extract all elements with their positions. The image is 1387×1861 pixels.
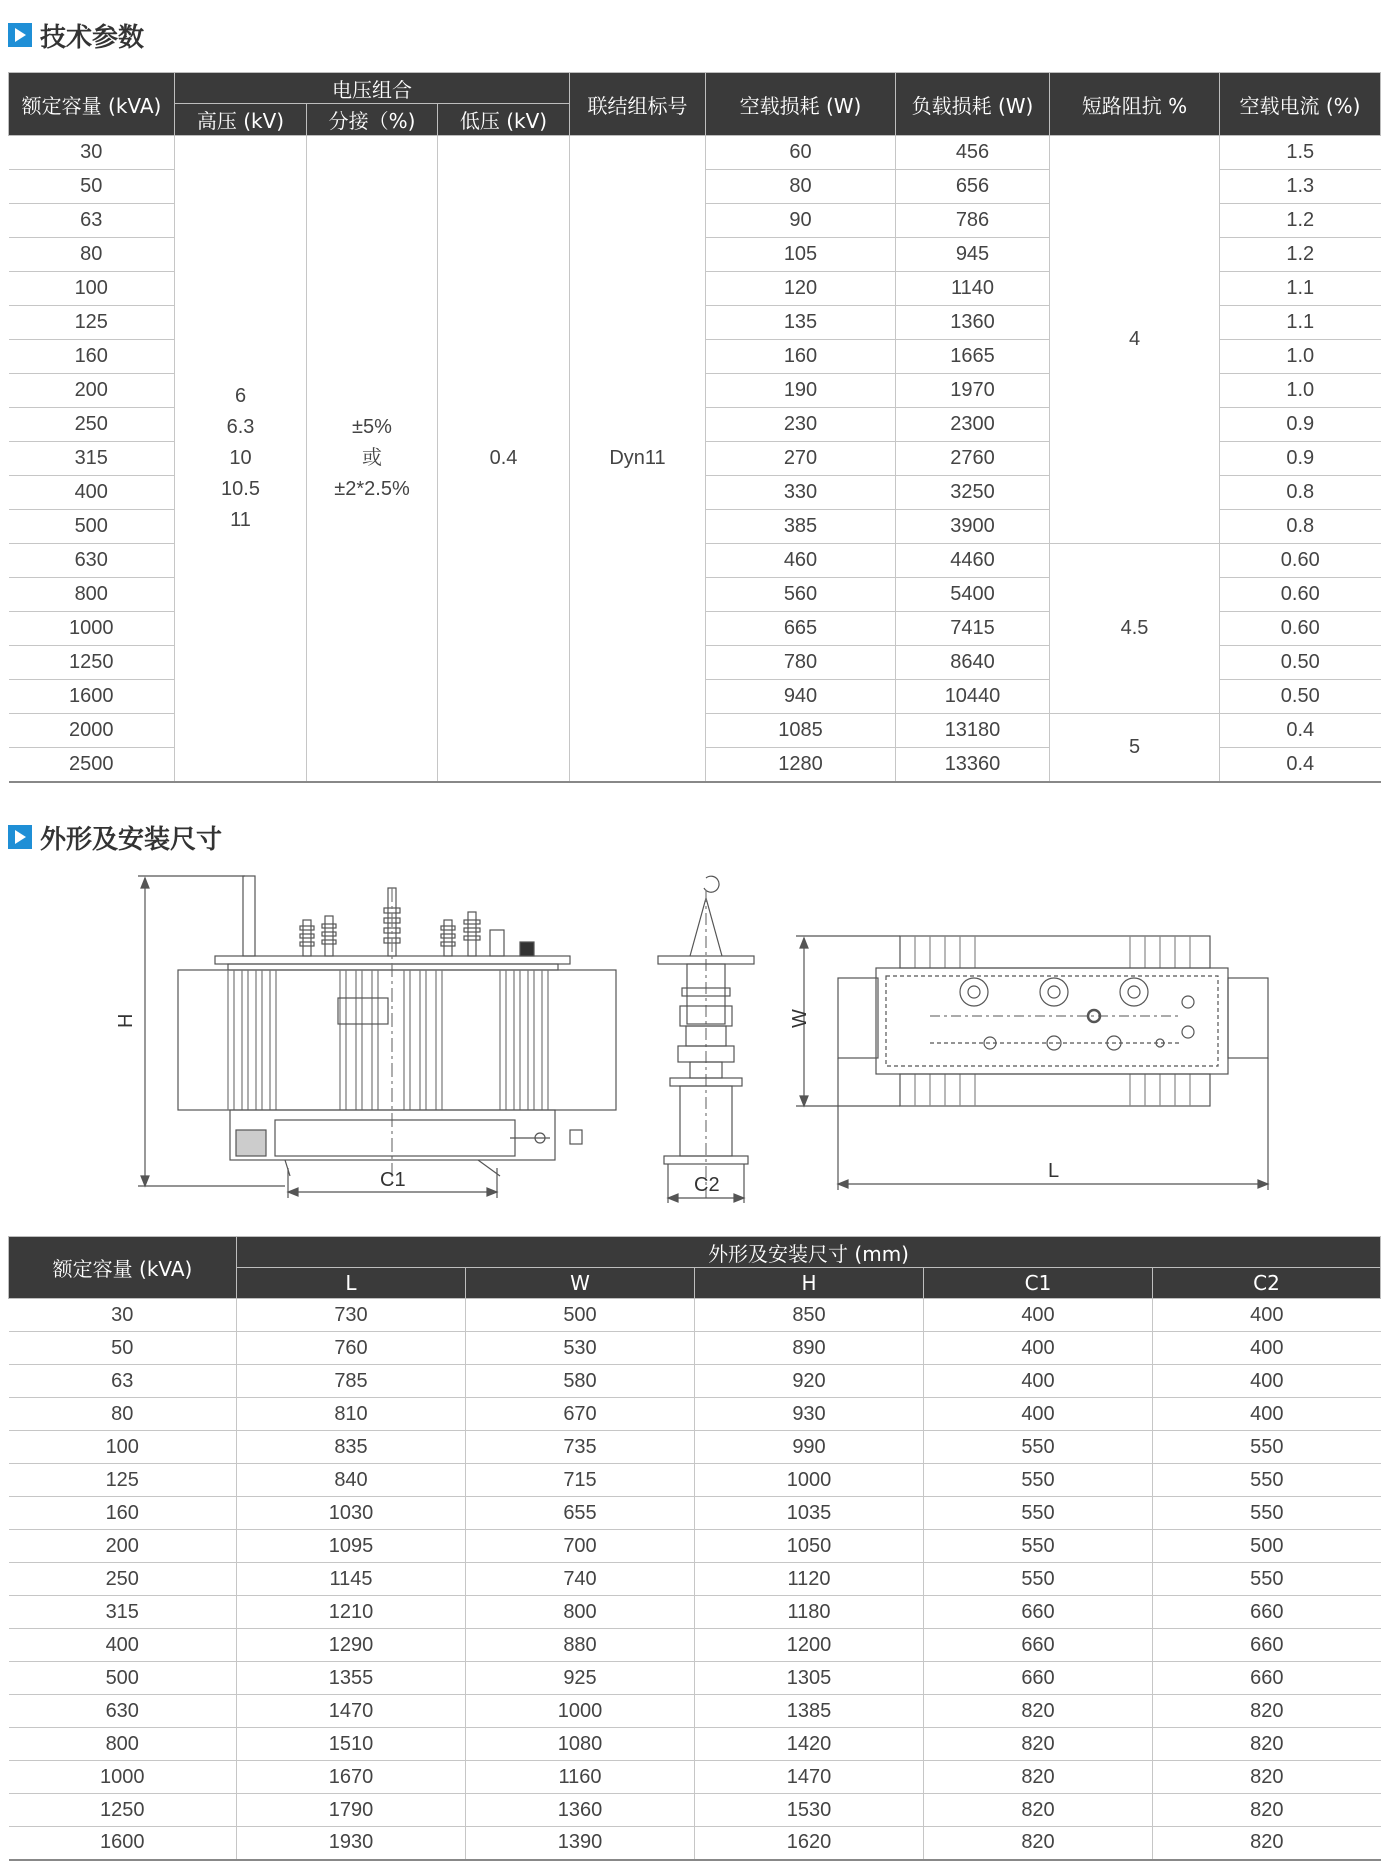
play-triangle-icon (8, 825, 32, 849)
capacity-cell: 63 (9, 204, 175, 238)
width-cell: 800 (466, 1596, 695, 1629)
hv-value: 10 (229, 446, 252, 469)
width-cell: 1160 (466, 1761, 695, 1794)
header-l: L (237, 1268, 466, 1299)
tap-cell (307, 136, 438, 782)
c2-cell: 400 (1153, 1332, 1381, 1365)
length-cell: 1355 (237, 1662, 466, 1695)
height-cell: 1180 (695, 1596, 924, 1629)
c2-cell: 400 (1153, 1299, 1381, 1332)
noload-loss-cell: 190 (706, 374, 896, 408)
hv-value: 11 (230, 508, 251, 531)
width-cell: 1000 (466, 1695, 695, 1728)
load-loss-cell: 7415 (896, 612, 1050, 646)
height-cell: 1000 (695, 1464, 924, 1497)
table-row (9, 1431, 1381, 1464)
load-loss-cell: 8640 (896, 646, 1050, 680)
noload-current-cell: 0.60 (1220, 612, 1381, 646)
height-cell: 1385 (695, 1695, 924, 1728)
table-row (9, 1761, 1381, 1794)
length-cell: 1670 (237, 1761, 466, 1794)
height-cell: 1200 (695, 1629, 924, 1662)
play-triangle-icon (8, 23, 32, 47)
length-cell: 1470 (237, 1695, 466, 1728)
noload-current-cell: 0.9 (1220, 408, 1381, 442)
height-cell: 1120 (695, 1563, 924, 1596)
capacity-cell: 30 (9, 136, 175, 170)
noload-loss-cell: 780 (706, 646, 896, 680)
length-cell: 1510 (237, 1728, 466, 1761)
width-cell: 735 (466, 1431, 695, 1464)
noload-current-cell: 0.50 (1220, 680, 1381, 714)
capacity-cell: 630 (9, 1695, 237, 1728)
header-capacity: 额定容量 (kVA) (9, 73, 175, 136)
table-row (9, 1629, 1381, 1662)
capacity-cell: 400 (9, 1629, 237, 1662)
load-loss-cell: 4460 (896, 544, 1050, 578)
height-cell: 1420 (695, 1728, 924, 1761)
section-title-tech-params (8, 18, 144, 52)
tap-value: ±2*2.5% (334, 477, 410, 500)
width-cell: 1390 (466, 1827, 695, 1860)
capacity-cell: 50 (9, 170, 175, 204)
c2-cell: 550 (1153, 1563, 1381, 1596)
height-cell: 920 (695, 1365, 924, 1398)
height-cell: 930 (695, 1398, 924, 1431)
c1-cell: 550 (924, 1464, 1153, 1497)
hv-value: 6.3 (226, 415, 255, 438)
table-row (9, 136, 1381, 170)
capacity-cell: 800 (9, 578, 175, 612)
table-row (9, 1497, 1381, 1530)
c2-cell: 550 (1153, 1431, 1381, 1464)
capacity-cell: 80 (9, 1398, 237, 1431)
c2-cell: 820 (1153, 1728, 1381, 1761)
capacity-cell: 315 (9, 442, 175, 476)
noload-current-cell: 1.1 (1220, 272, 1381, 306)
noload-loss-cell: 135 (706, 306, 896, 340)
header-voltage-group: 电压组合 (175, 73, 570, 104)
c1-cell: 550 (924, 1497, 1153, 1530)
capacity-cell: 125 (9, 306, 175, 340)
noload-loss-cell: 90 (706, 204, 896, 238)
header-capacity: 额定容量 (kVA) (9, 1237, 237, 1299)
capacity-cell: 63 (9, 1365, 237, 1398)
header-noload-loss: 空载损耗 (W) (706, 73, 896, 136)
header-lv: 低压 (kV) (438, 104, 570, 136)
load-loss-cell: 2300 (896, 408, 1050, 442)
length-cell: 1290 (237, 1629, 466, 1662)
table-row (9, 1827, 1381, 1860)
noload-current-cell: 0.4 (1220, 748, 1381, 782)
header-w: W (466, 1268, 695, 1299)
noload-current-cell: 0.8 (1220, 510, 1381, 544)
load-loss-cell: 10440 (896, 680, 1050, 714)
load-loss-cell: 13360 (896, 748, 1050, 782)
length-cell: 730 (237, 1299, 466, 1332)
dim-label-w: W (789, 1009, 811, 1028)
section-title-dimensions (8, 820, 222, 854)
capacity-cell: 1600 (9, 680, 175, 714)
header-c2: C2 (1153, 1268, 1381, 1299)
header-hv: 高压 (kV) (175, 104, 307, 136)
noload-loss-cell: 560 (706, 578, 896, 612)
hv-value: 10.5 (221, 477, 260, 500)
c1-cell: 400 (924, 1398, 1153, 1431)
length-cell: 810 (237, 1398, 466, 1431)
vector-group-cell: Dyn11 (570, 136, 706, 782)
capacity-cell: 400 (9, 476, 175, 510)
noload-current-cell: 0.60 (1220, 578, 1381, 612)
impedance-cell: 4 (1050, 136, 1220, 544)
table-row (9, 1299, 1381, 1332)
c1-cell: 400 (924, 1299, 1153, 1332)
capacity-cell: 800 (9, 1728, 237, 1761)
side-view-drawing (658, 876, 754, 1203)
capacity-cell: 630 (9, 544, 175, 578)
length-cell: 1030 (237, 1497, 466, 1530)
c1-cell: 660 (924, 1596, 1153, 1629)
capacity-cell: 1000 (9, 612, 175, 646)
capacity-cell: 1250 (9, 1794, 237, 1827)
capacity-cell: 500 (9, 510, 175, 544)
capacity-cell: 250 (9, 408, 175, 442)
capacity-cell: 160 (9, 1497, 237, 1530)
height-cell: 1470 (695, 1761, 924, 1794)
c2-cell: 660 (1153, 1662, 1381, 1695)
dim-label-l: L (1048, 1160, 1060, 1182)
load-loss-cell: 786 (896, 204, 1050, 238)
load-loss-cell: 13180 (896, 714, 1050, 748)
dimensions-table (8, 1236, 1381, 1861)
c1-cell: 820 (924, 1827, 1153, 1860)
noload-loss-cell: 1085 (706, 714, 896, 748)
header-dimension-group: 外形及安装尺寸 (mm) (237, 1237, 1381, 1268)
header-h: H (695, 1268, 924, 1299)
width-cell: 1360 (466, 1794, 695, 1827)
noload-current-cell: 1.0 (1220, 340, 1381, 374)
table-row (9, 1365, 1381, 1398)
noload-loss-cell: 160 (706, 340, 896, 374)
noload-loss-cell: 665 (706, 612, 896, 646)
dim-label-c2: C2 (694, 1174, 720, 1196)
height-cell: 1620 (695, 1827, 924, 1860)
height-cell: 1035 (695, 1497, 924, 1530)
table-row (9, 1464, 1381, 1497)
c2-cell: 820 (1153, 1794, 1381, 1827)
noload-current-cell: 0.50 (1220, 646, 1381, 680)
top-view-drawing (789, 936, 1268, 1190)
noload-loss-cell: 270 (706, 442, 896, 476)
load-loss-cell: 656 (896, 170, 1050, 204)
load-loss-cell: 1665 (896, 340, 1050, 374)
section-title-text: 技术参数 (40, 22, 145, 53)
capacity-cell: 200 (9, 1530, 237, 1563)
impedance-cell: 4.5 (1050, 544, 1220, 714)
width-cell: 700 (466, 1530, 695, 1563)
table-row (9, 1563, 1381, 1596)
height-cell: 890 (695, 1332, 924, 1365)
width-cell: 500 (466, 1299, 695, 1332)
c2-cell: 820 (1153, 1827, 1381, 1860)
length-cell: 1095 (237, 1530, 466, 1563)
capacity-cell: 100 (9, 1431, 237, 1464)
load-loss-cell: 456 (896, 136, 1050, 170)
noload-current-cell: 1.0 (1220, 374, 1381, 408)
dim-label-h: H (115, 1013, 137, 1028)
capacity-cell: 200 (9, 374, 175, 408)
header-tap: 分接（%) (307, 104, 438, 136)
capacity-cell: 2000 (9, 714, 175, 748)
length-cell: 840 (237, 1464, 466, 1497)
load-loss-cell: 1140 (896, 272, 1050, 306)
capacity-cell: 1000 (9, 1761, 237, 1794)
c1-cell: 550 (924, 1563, 1153, 1596)
c2-cell: 400 (1153, 1398, 1381, 1431)
table-row (9, 1398, 1381, 1431)
width-cell: 530 (466, 1332, 695, 1365)
tap-value: ±5% (352, 415, 392, 438)
table-row (9, 1695, 1381, 1728)
capacity-cell: 315 (9, 1596, 237, 1629)
noload-loss-cell: 80 (706, 170, 896, 204)
length-cell: 785 (237, 1365, 466, 1398)
noload-loss-cell: 330 (706, 476, 896, 510)
c1-cell: 400 (924, 1332, 1153, 1365)
tech-params-table (8, 72, 1381, 783)
length-cell: 1210 (237, 1596, 466, 1629)
tap-value: 或 (362, 446, 382, 469)
noload-current-cell: 0.8 (1220, 476, 1381, 510)
c1-cell: 820 (924, 1728, 1153, 1761)
front-view-drawing (115, 876, 616, 1198)
hv-value: 6 (234, 384, 247, 407)
noload-loss-cell: 120 (706, 272, 896, 306)
capacity-cell: 30 (9, 1299, 237, 1332)
hv-cell (175, 136, 307, 782)
load-loss-cell: 3900 (896, 510, 1050, 544)
c1-cell: 820 (924, 1695, 1153, 1728)
width-cell: 925 (466, 1662, 695, 1695)
capacity-cell: 100 (9, 272, 175, 306)
noload-current-cell: 1.3 (1220, 170, 1381, 204)
noload-loss-cell: 230 (706, 408, 896, 442)
height-cell: 1050 (695, 1530, 924, 1563)
height-cell: 1305 (695, 1662, 924, 1695)
section-title-text: 外形及安装尺寸 (40, 824, 223, 855)
capacity-cell: 1600 (9, 1827, 237, 1860)
width-cell: 670 (466, 1398, 695, 1431)
capacity-cell: 160 (9, 340, 175, 374)
width-cell: 715 (466, 1464, 695, 1497)
c2-cell: 500 (1153, 1530, 1381, 1563)
lv-cell: 0.4 (438, 136, 570, 782)
load-loss-cell: 3250 (896, 476, 1050, 510)
table-row (9, 1332, 1381, 1365)
load-loss-cell: 1970 (896, 374, 1050, 408)
c1-cell: 660 (924, 1662, 1153, 1695)
c1-cell: 400 (924, 1365, 1153, 1398)
capacity-cell: 500 (9, 1662, 237, 1695)
noload-loss-cell: 1280 (706, 748, 896, 782)
noload-current-cell: 1.2 (1220, 238, 1381, 272)
load-loss-cell: 1360 (896, 306, 1050, 340)
noload-loss-cell: 460 (706, 544, 896, 578)
c1-cell: 660 (924, 1629, 1153, 1662)
c1-cell: 820 (924, 1794, 1153, 1827)
noload-loss-cell: 940 (706, 680, 896, 714)
capacity-cell: 2500 (9, 748, 175, 782)
noload-loss-cell: 385 (706, 510, 896, 544)
noload-current-cell: 0.60 (1220, 544, 1381, 578)
c2-cell: 400 (1153, 1365, 1381, 1398)
header-noload-current: 空载电流 (%) (1220, 73, 1381, 136)
header-impedance: 短路阻抗 % (1050, 73, 1220, 136)
width-cell: 580 (466, 1365, 695, 1398)
length-cell: 1930 (237, 1827, 466, 1860)
dim-label-c1: C1 (380, 1169, 406, 1191)
c2-cell: 550 (1153, 1464, 1381, 1497)
noload-current-cell: 0.4 (1220, 714, 1381, 748)
noload-current-cell: 1.2 (1220, 204, 1381, 238)
c2-cell: 550 (1153, 1497, 1381, 1530)
transformer-outline-diagram (0, 868, 1387, 1218)
capacity-cell: 1250 (9, 646, 175, 680)
height-cell: 1530 (695, 1794, 924, 1827)
table-row (9, 1794, 1381, 1827)
length-cell: 1145 (237, 1563, 466, 1596)
length-cell: 835 (237, 1431, 466, 1464)
width-cell: 880 (466, 1629, 695, 1662)
table-row (9, 1662, 1381, 1695)
capacity-cell: 250 (9, 1563, 237, 1596)
load-loss-cell: 2760 (896, 442, 1050, 476)
noload-loss-cell: 105 (706, 238, 896, 272)
table-row (9, 1530, 1381, 1563)
impedance-cell: 5 (1050, 714, 1220, 782)
table-row (9, 1596, 1381, 1629)
c2-cell: 660 (1153, 1629, 1381, 1662)
noload-loss-cell: 60 (706, 136, 896, 170)
noload-current-cell: 0.9 (1220, 442, 1381, 476)
length-cell: 760 (237, 1332, 466, 1365)
width-cell: 740 (466, 1563, 695, 1596)
header-vector-group: 联结组标号 (570, 73, 706, 136)
noload-current-cell: 1.5 (1220, 136, 1381, 170)
width-cell: 655 (466, 1497, 695, 1530)
c2-cell: 820 (1153, 1695, 1381, 1728)
noload-current-cell: 1.1 (1220, 306, 1381, 340)
height-cell: 990 (695, 1431, 924, 1464)
c1-cell: 550 (924, 1431, 1153, 1464)
c1-cell: 820 (924, 1761, 1153, 1794)
c1-cell: 550 (924, 1530, 1153, 1563)
capacity-cell: 50 (9, 1332, 237, 1365)
width-cell: 1080 (466, 1728, 695, 1761)
table-row (9, 1728, 1381, 1761)
capacity-cell: 125 (9, 1464, 237, 1497)
c2-cell: 660 (1153, 1596, 1381, 1629)
capacity-cell: 80 (9, 238, 175, 272)
height-cell: 850 (695, 1299, 924, 1332)
header-load-loss: 负载损耗 (W) (896, 73, 1050, 136)
header-c1: C1 (924, 1268, 1153, 1299)
c2-cell: 820 (1153, 1761, 1381, 1794)
load-loss-cell: 5400 (896, 578, 1050, 612)
load-loss-cell: 945 (896, 238, 1050, 272)
length-cell: 1790 (237, 1794, 466, 1827)
